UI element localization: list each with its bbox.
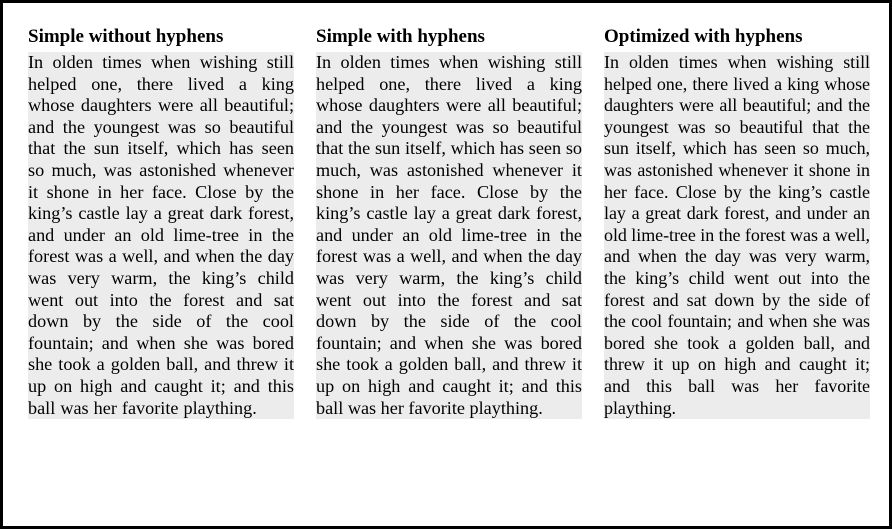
column-title: Simple without hyphens [28,26,224,47]
column-title: Simple with hyphens [316,26,485,47]
column-simple-without-hyphens [28,25,294,419]
column-paragraph: In olden times when wishing still helped one, there lived a king whose daughters were all beautiful; and the youngest was so beautiful that the sun itself, which has seen so much, was astonished whenever it shone in her face. Close by the king’s castle lay a great dark forest, and under an old lime-tree in the forest was a well, and when the day was very warm, the king’s child went out into the forest and sat down by the side of the cool fountain; and when she was bored she took a golden ball, and threw it up on high and caught it; and this ball was her favorite plaything. [604,52,870,418]
comparison-columns [28,25,870,419]
column-paragraph: In olden times when wishing still helped one, there lived a king whose daughters were all beautiful; and the youngest was so beautiful that the sun itself, which has seen so much, was astonished whenever it shone in her face. Close by the king’s castle lay a great dark forest, and under an old lime-tree in the forest was a well, and when the day was very warm, the king’s child went out into the forest and sat down by the side of the cool fountain; and when she was bored she took a golden ball, and threw it up on high and caught it; and this ball was her favorite plaything. [316,52,582,418]
column-title: Optimized with hyphens [604,26,803,47]
column-simple-with-hyphens [316,25,582,419]
column-optimized-with-hyphens [604,25,870,419]
column-paragraph: In olden times when wishing still helped one, there lived a king whose daughters were all beautiful; and the youngest was so beautiful that the sun itself, which has seen so much, was astonished whenever it shone in her face. Close by the king’s castle lay a great dark forest, and under an old lime-tree in the forest was a well, and when the day was very warm, the king’s child went out into the forest and sat down by the side of the cool fountain; and when she was bored she took a golden ball, and threw it up on high and caught it; and this ball was her favorite plaything. [28,52,294,418]
